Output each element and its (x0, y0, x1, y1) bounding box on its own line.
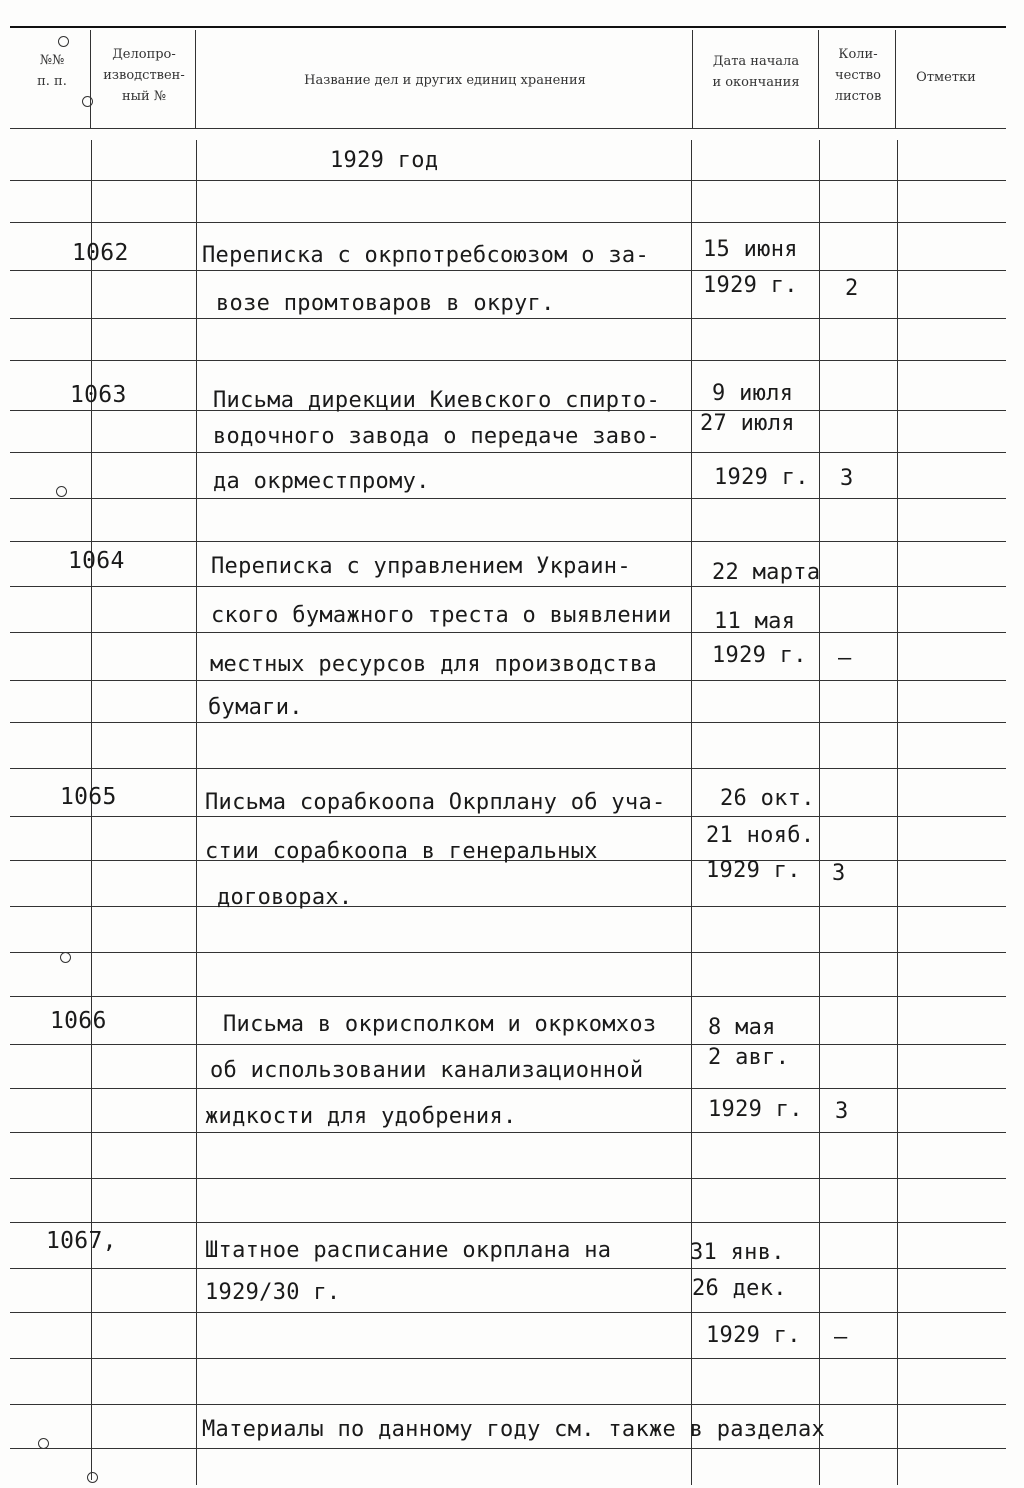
entry-title-line: Переписка с окрпотребсоюзом о за- (202, 243, 649, 268)
ruled-line (10, 816, 1006, 817)
entry-sheet-count: 3 (840, 466, 854, 491)
entry-title-line: да окрместпрому. (213, 469, 430, 494)
ruled-line (10, 1312, 1006, 1313)
col-office-header-line: ный № (121, 89, 167, 104)
entry-title-line: возе промтоваров в округ. (216, 291, 555, 316)
binding-hole-icon (58, 36, 69, 47)
entry-date: 11 мая (714, 609, 796, 634)
entry-number: 1062 (72, 240, 129, 266)
header-divider (818, 30, 819, 128)
ruled-line (10, 452, 1006, 453)
ruled-line (10, 680, 1006, 681)
entry-date: 1929 г. (712, 643, 807, 668)
header-top-rule (10, 26, 1006, 28)
entry-date: 2 авг. (708, 1045, 790, 1070)
ruled-line (10, 180, 1006, 181)
entry-date: 1929 г. (706, 1323, 801, 1348)
col-dates-header-line: и окончания (712, 75, 800, 90)
entry-title-line: Письма дирекции Киевского спирто- (213, 388, 660, 413)
col-dates-header-line: Дата начала (712, 54, 800, 69)
ruled-line (10, 318, 1006, 319)
ruled-line (10, 1404, 1006, 1405)
entry-number: 1066 (50, 1008, 107, 1034)
ruled-line (10, 1132, 1006, 1133)
entry-title-line: 1929/30 г. (205, 1280, 341, 1305)
header-divider (195, 30, 196, 128)
entry-title-line: Письма сорабкоопа Окрплану об уча- (205, 790, 666, 815)
header-divider (90, 30, 91, 128)
col-office-header-line: изводствен- (103, 68, 185, 83)
entry-title-line: Переписка с управлением Украин- (211, 554, 631, 579)
binding-hole-icon (56, 486, 67, 497)
ruled-line (10, 1358, 1006, 1359)
entry-sheet-count: 3 (835, 1099, 849, 1124)
entry-date: 1929 г. (708, 1097, 803, 1122)
entry-sheet-count: – (838, 646, 852, 671)
entry-sheet-count: 3 (832, 861, 846, 886)
ruled-line (10, 1268, 1006, 1269)
entry-title-line: ского бумажного треста о выявлении (211, 603, 672, 628)
ruled-line (10, 906, 1006, 907)
entry-title-line: договорах. (217, 885, 353, 910)
col-sheets-header-line: листов (834, 89, 882, 104)
binding-hole-icon (60, 952, 71, 963)
entry-title-line: жидкости для удобрения. (205, 1104, 517, 1129)
entry-date: 1929 г. (706, 858, 801, 883)
entry-date: 31 янв. (690, 1240, 785, 1265)
entry-title-line: стии сорабкоопа в генеральных (205, 839, 598, 864)
ruled-line (10, 1178, 1006, 1179)
entry-title-line: местных ресурсов для производства (210, 652, 657, 677)
entry-date: 21 нояб. (706, 823, 815, 848)
col-office-header-line: Делопро- (112, 47, 176, 62)
ruled-line (10, 722, 1006, 723)
entry-number: 1067, (46, 1228, 117, 1254)
entry-date: 15 июня (703, 237, 798, 262)
ruled-line (10, 996, 1006, 997)
ruled-line (10, 632, 1006, 633)
ruled-line (10, 1088, 1006, 1089)
col-sheets-header-line: Коли- (838, 47, 878, 62)
col-number-header (22, 50, 82, 92)
ruled-line (10, 270, 1006, 271)
entry-sheet-count: – (834, 1325, 848, 1350)
header-divider (692, 30, 693, 128)
column-divider (196, 140, 197, 1485)
binding-hole-icon (38, 1438, 49, 1449)
entry-title-line: об использовании канализационной (210, 1058, 644, 1083)
footer-note: Материалы по данному году см. также в разделах (202, 1417, 826, 1442)
entry-number: 1065 (60, 784, 117, 810)
entry-date: 22 марта (712, 560, 821, 585)
entry-number: 1063 (70, 382, 127, 408)
column-divider (819, 140, 820, 1485)
entry-number: 1064 (68, 548, 125, 574)
entry-title-line: водочного завода о передаче заво- (213, 424, 660, 449)
entry-date: 26 дек. (692, 1276, 787, 1301)
ruled-line (10, 360, 1006, 361)
col-number-header-line: п. п. (37, 74, 67, 89)
year-heading: 1929 год (330, 148, 439, 173)
column-divider (897, 140, 898, 1485)
entry-title-line: Штатное расписание окрплана на (205, 1238, 612, 1263)
entry-title-line: бумаги. (208, 695, 303, 720)
binding-hole-icon (82, 96, 93, 107)
entry-date: 9 июля (712, 381, 794, 406)
entry-sheet-count: 2 (845, 276, 859, 301)
ruled-line (10, 498, 1006, 499)
entry-date: 26 окт. (720, 786, 815, 811)
ruled-line (10, 222, 1006, 223)
entry-date: 1929 г. (714, 465, 809, 490)
ruled-line (10, 1222, 1006, 1223)
col-dates-header (696, 51, 816, 93)
entry-date: 8 мая (708, 1015, 776, 1040)
binding-spine-line (91, 140, 92, 1480)
ruled-line (10, 768, 1006, 769)
ruled-line (10, 541, 1006, 542)
col-title-header: Название дел и других единиц хранения (304, 73, 586, 88)
col-sheets-header-line: чество (835, 68, 881, 83)
entry-title-line: Письма в окрисполком и окркомхоз (223, 1012, 657, 1037)
entry-date: 27 июля (700, 411, 795, 436)
col-sheets-header (820, 44, 896, 107)
binding-hole-icon (87, 1472, 98, 1483)
ruled-line (10, 586, 1006, 587)
col-notes-header: Отметки (916, 70, 976, 85)
ruled-line (10, 1448, 1006, 1449)
col-number-header-line: №№ (39, 53, 65, 68)
ruled-line (10, 952, 1006, 953)
ruled-line (10, 1044, 1006, 1045)
header-bottom-rule (10, 128, 1006, 129)
col-office-number-header (96, 44, 192, 107)
entry-date: 1929 г. (703, 273, 798, 298)
